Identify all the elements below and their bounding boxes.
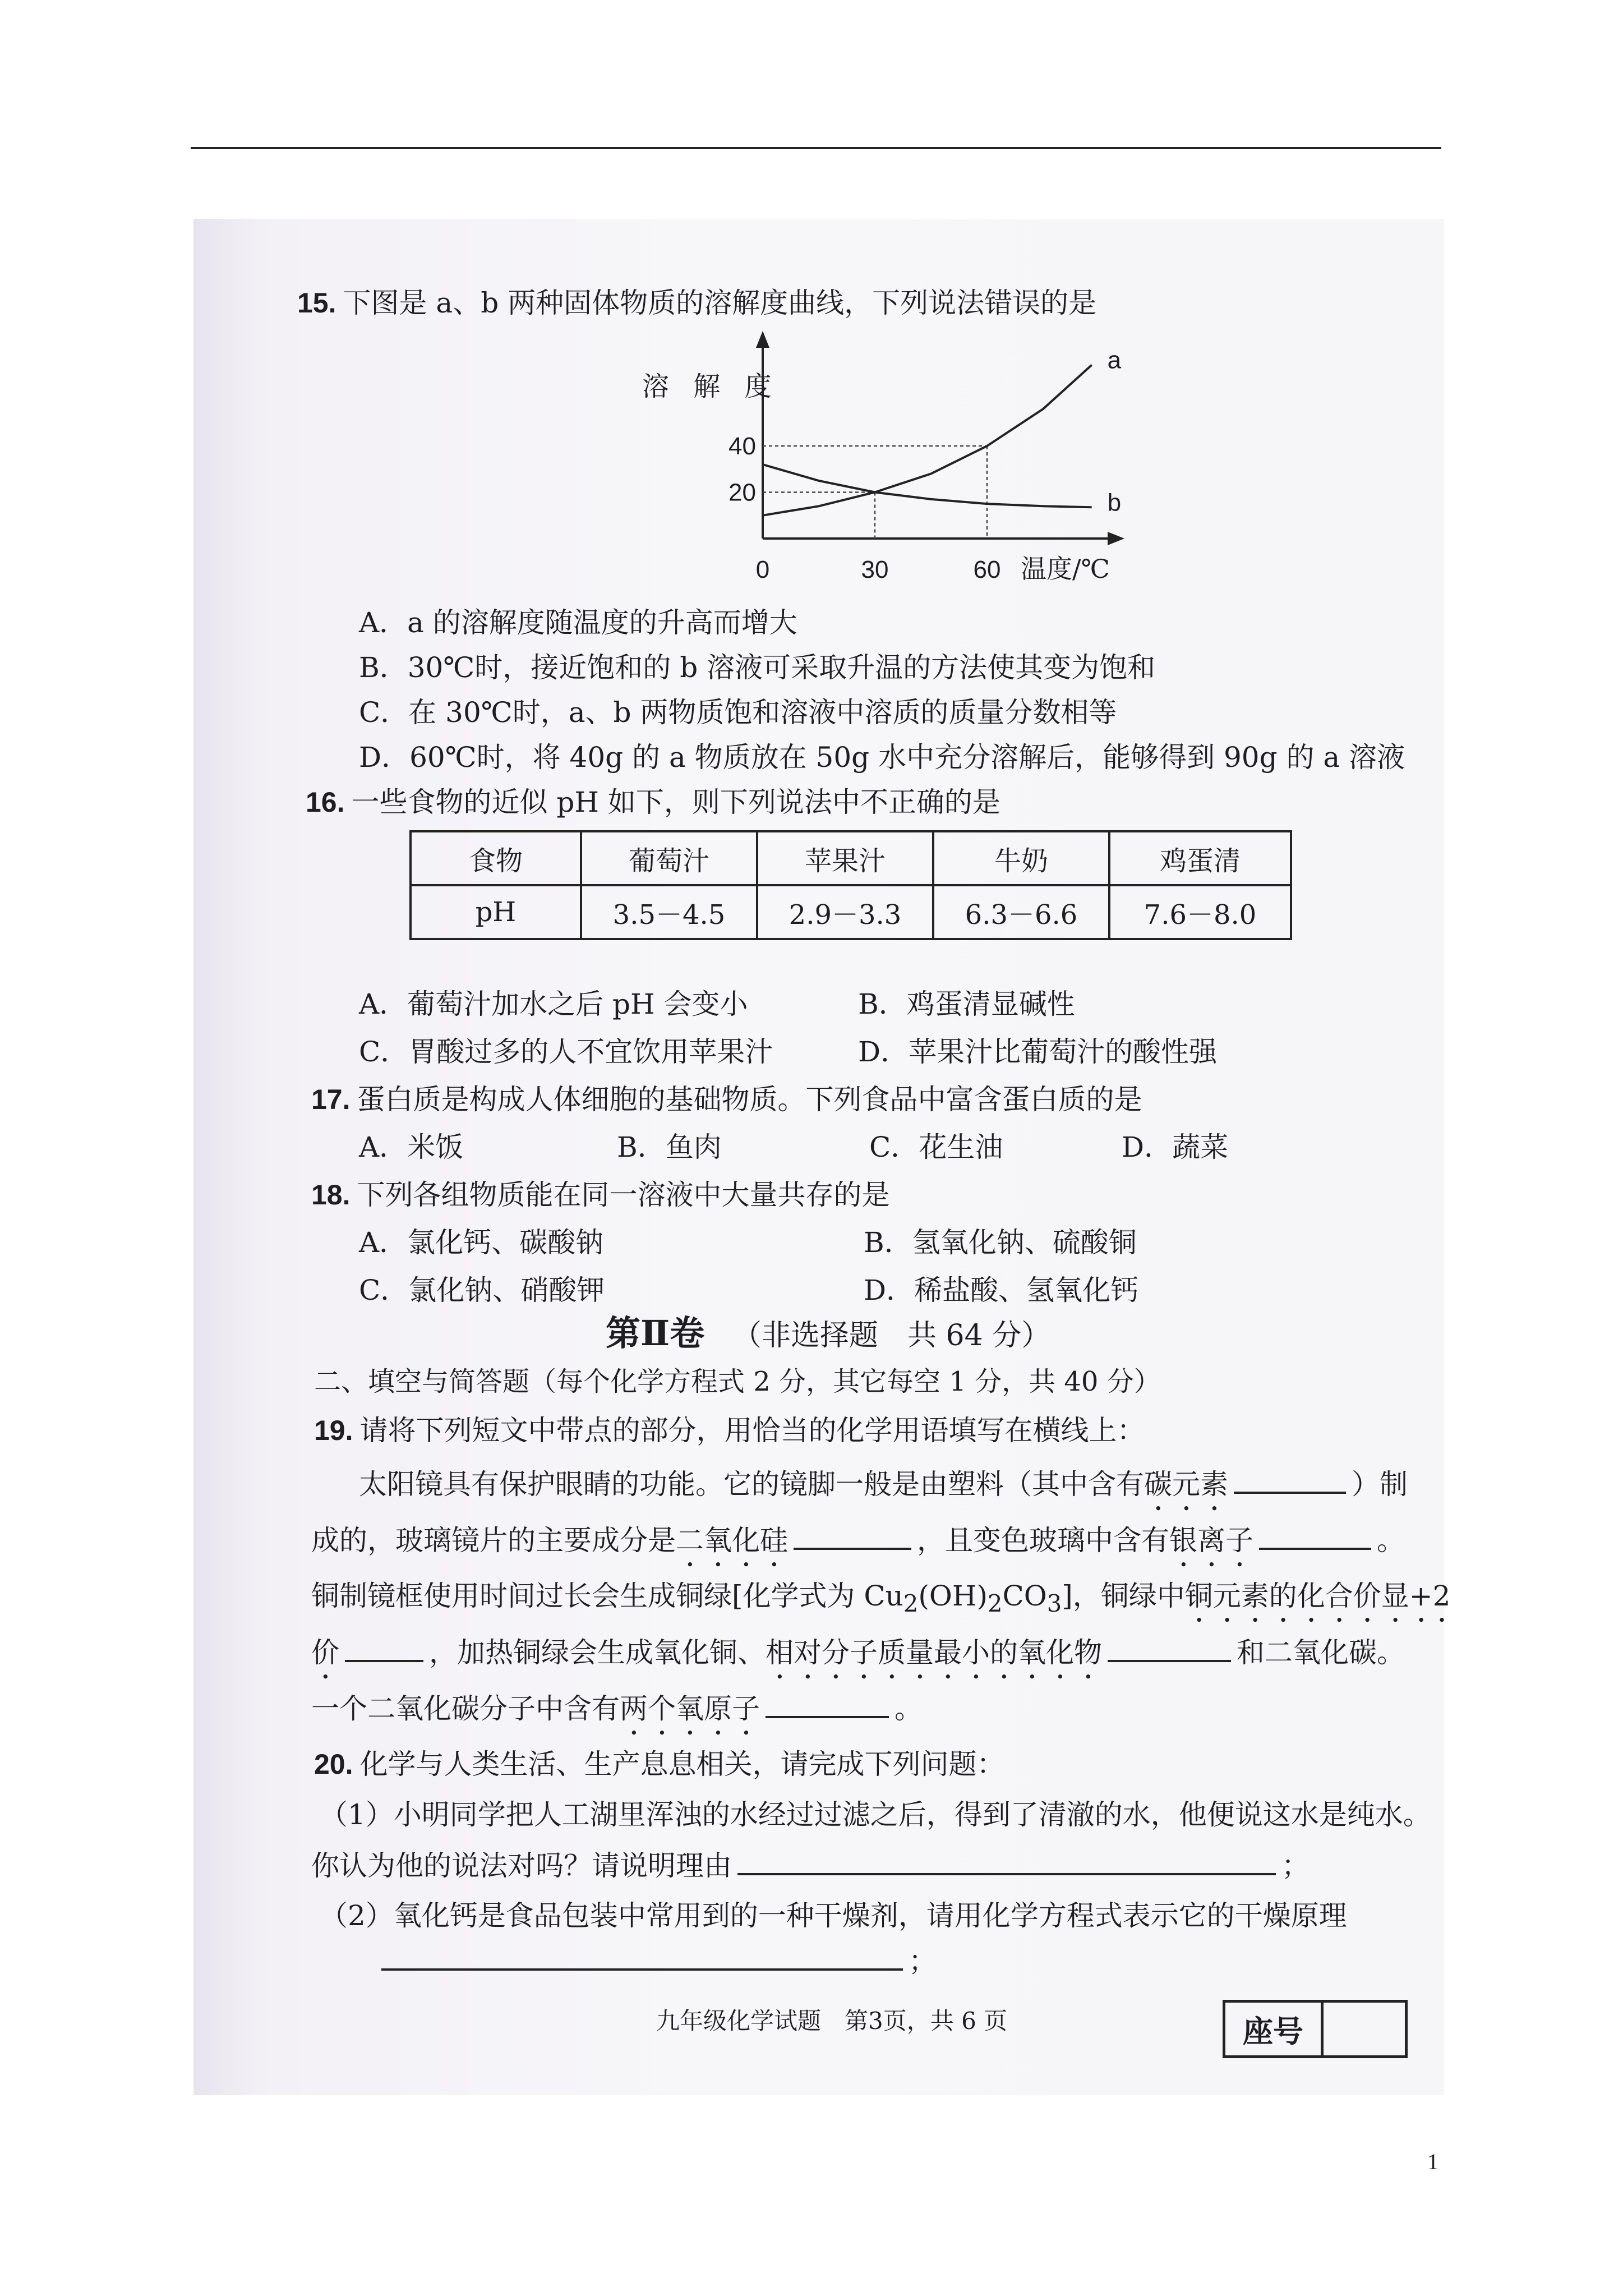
q17-option-c: C．花生油	[869, 1131, 1003, 1163]
q17-option-d: D．蔬菜	[1122, 1131, 1229, 1163]
answer-blank[interactable]	[737, 1848, 1276, 1875]
ph-table	[409, 830, 1292, 940]
y-tick-label: 40	[728, 432, 756, 460]
q20-stem: 20. 化学与人类生活、生产息息相关，请完成下列问题：	[314, 1748, 1005, 1780]
q16-option-d: D．苹果汁比葡萄汁的酸性强	[858, 1036, 1218, 1068]
q16-option-b: B．鸡蛋清显碱性	[858, 988, 1075, 1020]
chart-ylabel: 溶 解 度	[642, 371, 780, 402]
q18-option-d: D．稀盐酸、氢氧化钙	[864, 1274, 1139, 1306]
q15-option-b: B．30℃时，接近饱和的 b 溶液可采取升温的方法使其变为饱和	[359, 651, 1156, 684]
seat-number-box	[1223, 2000, 1408, 2058]
q15-option-a: A．a 的溶解度随温度的升高而增大	[359, 606, 797, 639]
q18-option-b: B．氢氧化钠、硫酸铜	[864, 1226, 1137, 1259]
q20-part1-a: （1）小明同学把人工湖里浑浊的水经过过滤之后，得到了清澈的水，他便说这水是纯水。	[320, 1798, 1431, 1831]
table-cell: 6.3－6.6	[933, 885, 1109, 939]
y-tick-label: 20	[728, 478, 756, 507]
table-header-row	[411, 831, 1291, 885]
q15-option-c: C．在 30℃时，a、b 两物质饱和溶液中溶质的质量分数相等	[359, 696, 1117, 729]
series-label-b: b	[1107, 489, 1122, 517]
table-cell: 食物	[411, 831, 581, 885]
q18-stem: 18. 下列各组物质能在同一溶液中大量共存的是	[311, 1179, 890, 1211]
q16-option-a: A．葡萄汁加水之后 pH 会变小	[359, 988, 748, 1020]
answer-blank[interactable]	[1108, 1635, 1231, 1662]
answer-blank[interactable]	[381, 1944, 903, 1971]
page-footer: 九年级化学试题 第3页，共 6 页	[656, 2007, 1008, 2035]
header-rule	[191, 147, 1441, 149]
chart-plot	[617, 331, 1122, 595]
q20-part2-answer: ；	[376, 1944, 937, 1978]
answer-blank[interactable]	[766, 1691, 889, 1718]
seat-label: 座号	[1225, 2003, 1324, 2055]
series-line-b	[763, 464, 1092, 507]
table-cell: 鸡蛋清	[1109, 831, 1291, 885]
part2-heading: 第Ⅱ卷 （非选择题 共 64 分）	[606, 1313, 1051, 1354]
q15-stem: 15. 下图是 a、b 两种固体物质的溶解度曲线，下列说法错误的是	[297, 287, 1097, 319]
section-title: 二、填空与简答题（每个化学方程式 2 分，其它每空 1 分，共 40 分）	[314, 1366, 1161, 1397]
q15-option-d: D．60℃时，将 40g 的 a 物质放在 50g 水中充分溶解后，能够得到 90g 的 a 溶液	[359, 741, 1405, 774]
q19-stem: 19. 请将下列短文中带点的部分，用恰当的化学用语填写在横线上：	[314, 1414, 1145, 1447]
page-number: 1	[1427, 2149, 1438, 2174]
x-axis-label: 温度/℃	[1021, 554, 1110, 584]
table-cell: 牛奶	[933, 831, 1109, 885]
tick-label-origin: 0	[755, 556, 770, 583]
series-label-a: a	[1107, 346, 1122, 374]
q18-option-c: C．氯化钠、硝酸钾	[359, 1274, 605, 1306]
table-cell: 葡萄汁	[581, 831, 757, 885]
q19-line-4: 价 ，加热铜绿会生成氧化铜、相对分子质量最小的氧化物 和二氧化碳。	[311, 1636, 1405, 1669]
q17-option-a: A．米饭	[359, 1131, 464, 1163]
answer-blank[interactable]	[345, 1635, 423, 1662]
q16-option-c: C．胃酸过多的人不宜饮用苹果汁	[359, 1036, 773, 1068]
q19-line-5: 一个二氧化碳分子中含有两个氧原子 。	[311, 1692, 923, 1725]
q19-line-2: 成的，玻璃镜片的主要成分是二氧化硅 ，且变色玻璃中含有银离子 。	[311, 1524, 1405, 1557]
table-cell: pH	[411, 885, 581, 939]
table-cell: 3.5－4.5	[581, 885, 757, 939]
answer-blank[interactable]	[794, 1523, 911, 1550]
answer-blank[interactable]	[1234, 1467, 1346, 1494]
table-cell: 7.6－8.0	[1109, 885, 1291, 939]
table-cell: 2.9－3.3	[757, 885, 933, 939]
table-row	[411, 885, 1291, 939]
x-tick-label: 30	[861, 556, 889, 583]
q17-stem: 17. 蛋白质是构成人体细胞的基础物质。下列食品中富含蛋白质的是	[311, 1083, 1142, 1116]
table-cell: 苹果汁	[757, 831, 933, 885]
q17-option-b: B．鱼肉	[617, 1131, 722, 1163]
y-axis-arrow	[756, 331, 769, 348]
q20-part2: （2）氧化钙是食品包装中常用到的一种干燥剂，请用化学方程式表示它的干燥原理	[320, 1899, 1347, 1932]
x-tick-label: 60	[973, 556, 1001, 583]
q16-stem: 16. 一些食物的近似 pH 如下，则下列说法中不正确的是	[306, 786, 1000, 818]
answer-blank[interactable]	[1259, 1523, 1371, 1550]
q19-line-3: 铜制镜框使用时间过长会生成铜绿[化学式为 $Cu_2(OH)_2CO_3$]，铜绿中铜元素的化合价显+2	[311, 1580, 1451, 1617]
q18-option-a: A．氯化钙、碳酸钠	[359, 1226, 604, 1259]
q19-line-1: 太阳镜具有保护眼睛的功能。它的镜脚一般是由塑料（其中含有碳元素 ）制	[359, 1468, 1408, 1501]
solubility-chart	[617, 331, 1122, 595]
q20-part1-b: 你认为他的说法对吗？请说明理由 ；	[311, 1849, 1310, 1882]
